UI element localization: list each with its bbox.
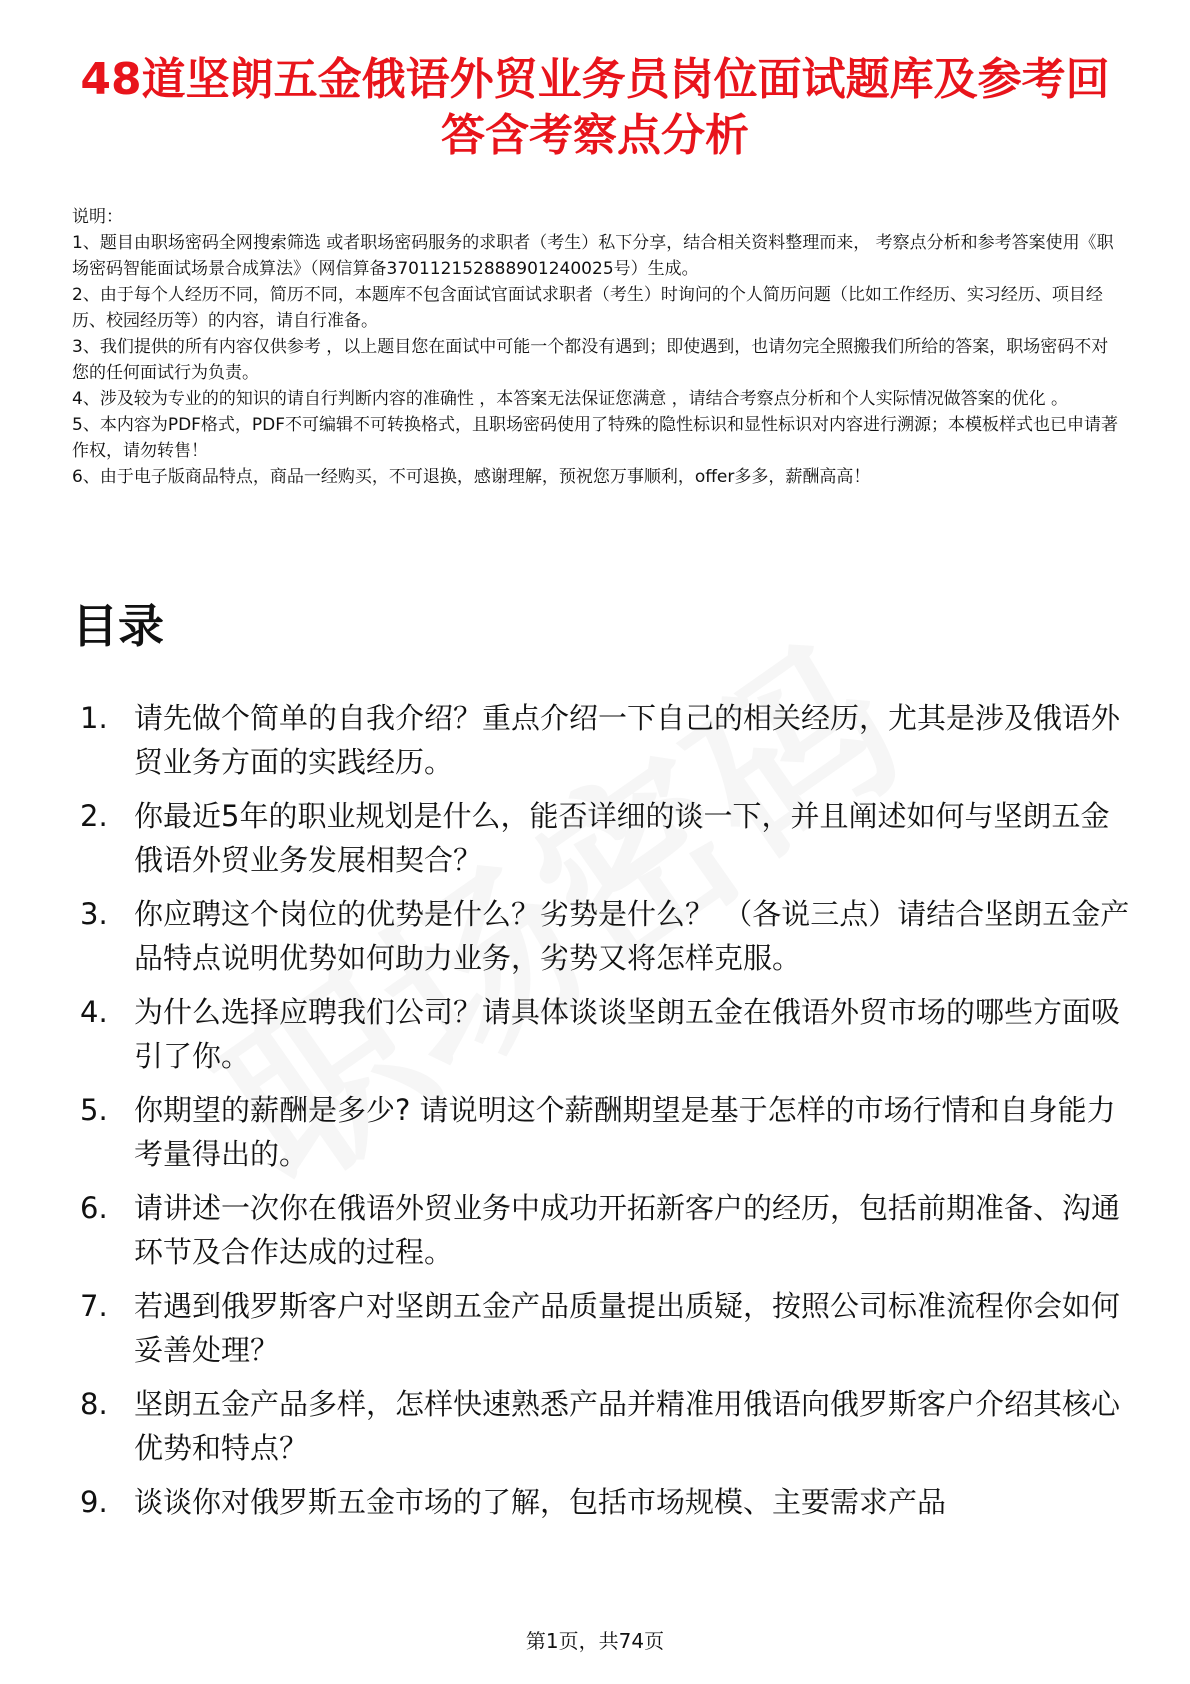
- toc-item-text: 你期望的薪酬是多少? 请说明这个薪酬期望是基于怎样的市场行情和自身能力考量得出的。: [134, 1093, 1116, 1171]
- toc-item-number: 9.: [80, 1485, 108, 1519]
- toc-item[interactable]: [72, 1480, 1132, 1524]
- toc-item-text: 为什么选择应聘我们公司？请具体谈谈坚朗五金在俄语外贸市场的哪些方面吸引了你。: [134, 995, 1121, 1073]
- toc-item-number: 8.: [80, 1387, 108, 1421]
- toc-item[interactable]: [72, 1284, 1132, 1372]
- toc-item-text: 请先做个简单的自我介绍？重点介绍一下自己的相关经历，尤其是涉及俄语外贸业务方面的实践经历。: [134, 701, 1121, 779]
- note-item: 2、由于每个人经历不同，简历不同，本题库不包含面试官面试求职者（考生）时询问的个人简历问题（比如工作经历、实习经历、项目经历、校园经历等）的内容，请自行准备。: [72, 285, 1103, 331]
- page-footer: 第1页，共74页: [525, 1629, 665, 1653]
- toc-item-number: 1.: [80, 701, 108, 735]
- toc-item-number: 4.: [80, 995, 108, 1029]
- toc-item-number: 3.: [80, 897, 108, 931]
- note-item: 5、本内容为PDF格式，PDF不可编辑不可转换格式，且职场密码使用了特殊的隐性标识和显性标识对内容进行溯源；本模板样式也已申请著作权，请勿转售！: [72, 415, 1119, 461]
- note-item: 6、由于电子版商品特点，商品一经购买，不可退换，感谢理解，预祝您万事顺利，offer多多，薪酬高高！: [72, 467, 871, 487]
- toc-item-text: 请讲述一次你在俄语外贸业务中成功开拓新客户的经历，包括前期准备、沟通环节及合作达成的过程。: [134, 1191, 1121, 1269]
- toc-item[interactable]: [72, 990, 1132, 1078]
- toc-item-text: 你最近5年的职业规划是什么，能否详细的谈一下，并且阐述如何与坚朗五金俄语外贸业务发展相契合？: [134, 799, 1110, 877]
- note-item: 3、我们提供的所有内容仅供参考 ，以上题目您在面试中可能一个都没有遇到；即使遇到，也请勿完全照搬我们所给的答案，职场密码不对您的任何面试行为负责。: [72, 337, 1109, 383]
- note-item: 1、题目由职场密码全网搜索筛选 或者职场密码服务的求职者（考生）私下分享，结合相关资料整理而来， 考察点分析和参考答案使用《职场密码智能面试场景合成算法》（网信算备370112152888901240025号）生成。: [72, 233, 1114, 279]
- toc-item[interactable]: [72, 1088, 1132, 1176]
- toc-item-number: 6.: [80, 1191, 108, 1225]
- page-title: 48道坚朗五金俄语外贸业务员岗位面试题库及参考回答含考察点分析: [80, 54, 1110, 161]
- toc-item-number: 7.: [80, 1289, 108, 1323]
- toc-item-number: 2.: [80, 799, 108, 833]
- toc-item-text: 你应聘这个岗位的优势是什么？劣势是什么？ （各说三点）请结合坚朗五金产品特点说明优势如何助力业务，劣势又将怎样克服。: [134, 897, 1130, 975]
- table-of-contents: [72, 696, 1132, 1534]
- notes-heading: 说明：: [72, 207, 123, 227]
- note-item: 4、涉及较为专业的的知识的请自行判断内容的准确性 ，本答案无法保证您满意 ，请结合考察点分析和个人实际情况做答案的优化 。: [72, 389, 1069, 409]
- toc-item-number: 5.: [80, 1093, 108, 1127]
- toc-item[interactable]: [72, 1186, 1132, 1274]
- toc-item-text: 坚朗五金产品多样，怎样快速熟悉产品并精准用俄语向俄罗斯客户介绍其核心优势和特点？: [134, 1387, 1121, 1465]
- toc-heading: 目录: [72, 599, 164, 653]
- toc-item[interactable]: [72, 1382, 1132, 1470]
- toc-item-text: 谈谈你对俄罗斯五金市场的了解，包括市场规模、主要需求产品: [134, 1485, 947, 1519]
- toc-item[interactable]: [72, 696, 1132, 784]
- notes-section: [72, 204, 1122, 490]
- toc-item-text: 若遇到俄罗斯客户对坚朗五金产品质量提出质疑，按照公司标准流程你会如何妥善处理？: [134, 1289, 1121, 1367]
- toc-item[interactable]: [72, 892, 1132, 980]
- toc-item[interactable]: [72, 794, 1132, 882]
